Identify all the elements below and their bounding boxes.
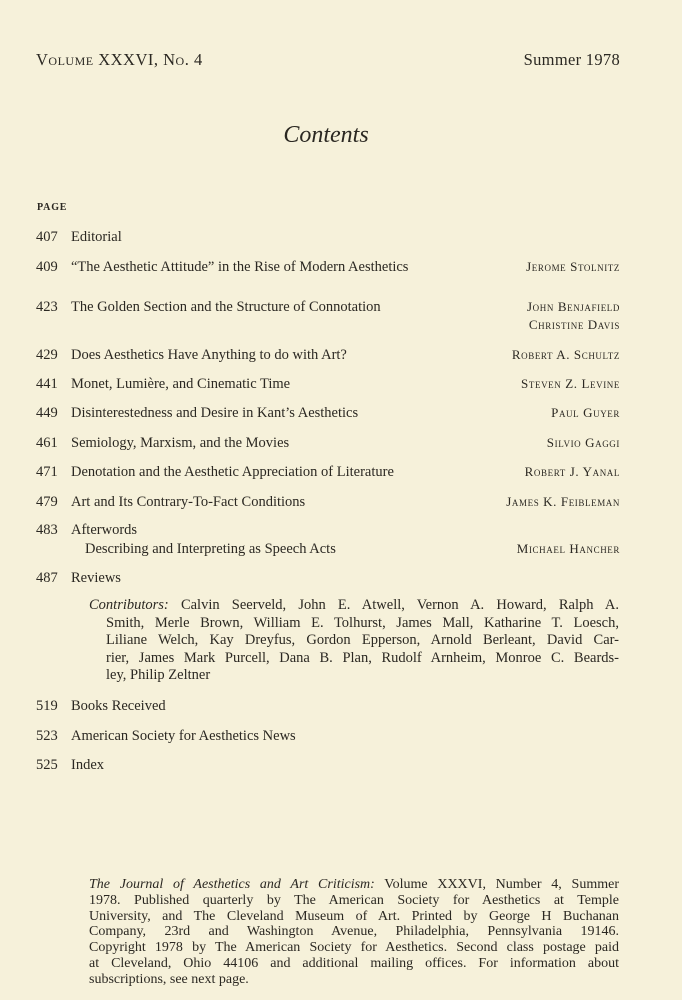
contributors-line: Smith, Merle Brown, William E. Tolhurst, James Mall, Katharine T. Loesch, (106, 614, 619, 631)
publication-notice (89, 877, 619, 988)
notice-line: 1978. Published quarterly by The American Society for Aesthetics at Temple (89, 892, 619, 908)
entry-title: Afterwords (71, 522, 138, 538)
entry-author: Steven Z. Levine (521, 376, 620, 391)
entry-page: 519 (36, 698, 58, 714)
entry-author: Jerome Stolnitz (526, 259, 620, 274)
entry-page: 441 (36, 376, 58, 392)
entry-title: Monet, Lumière, and Cinematic Time (71, 376, 291, 392)
entry-page: 409 (36, 259, 58, 275)
entry-title: Books Received (71, 698, 166, 714)
entry-page: 423 (36, 299, 58, 315)
entry-title: Disinterestedness and Desire in Kant’s Aesthetics (71, 405, 359, 421)
contributors-label: Contributors: (89, 597, 169, 613)
running-header (36, 50, 620, 72)
entry-title: Does Aesthetics Have Anything to do with Art? (71, 347, 347, 363)
entry-title: Art and Its Contrary-To-Fact Conditions (71, 494, 306, 510)
entry-page: 523 (36, 728, 58, 744)
page-title: Contents (283, 122, 369, 148)
entry-title: Reviews (71, 570, 121, 586)
entry-author: Robert A. Schultz (511, 347, 620, 362)
issue-season: Summer 1978 (523, 50, 620, 69)
reviews-contributors (89, 597, 619, 685)
entry-author: Paul Guyer (551, 405, 620, 420)
notice-line: subscriptions, see next page. (89, 971, 249, 987)
entry-second-author: Christine Davis (528, 317, 620, 332)
entry-author: Silvio Gaggi (546, 435, 620, 450)
entry-author: James K. Feibleman (506, 494, 620, 509)
notice-line: at Cleveland, Ohio 44106 and additional mailing offices. For information about (89, 955, 619, 971)
notice-line: Company, 23rd and Washington Avenue, Philadelphia, Pennsylvania 19146. (89, 924, 619, 940)
entry-page: 449 (36, 405, 58, 421)
entry-author: Robert J. Yanal (524, 464, 620, 479)
entry-author: John Benjafield (527, 299, 620, 314)
notice-line: Copyright 1978 by The American Society for Aesthetics. Second class postage paid (89, 940, 619, 956)
notice-line: University, and The Cleveland Museum of Art. Printed by George H Buchanan (89, 908, 619, 924)
contributors-line: rier, James Mark Purcell, Dana B. Plan, Rudolf Arnheim, Monroe C. Beards- (106, 649, 619, 666)
entry-page: 525 (36, 757, 58, 773)
entry-title: Editorial (71, 229, 122, 245)
entry-title: American Society for Aesthetics News (71, 728, 296, 744)
entry-page: 483 (36, 522, 58, 538)
notice-line: Volume XXXVI, Number 4, Summer (374, 877, 619, 892)
entry-page: 407 (36, 229, 58, 245)
journal-name: The Journal of Aesthetics and Art Criticism: (89, 877, 375, 892)
entry-subtitle: Describing and Interpreting as Speech Acts (85, 541, 336, 557)
entry-title: “The Aesthetic Attitude” in the Rise of Modern Aesthetics (71, 259, 409, 275)
entry-title: The Golden Section and the Structure of Connotation (71, 299, 381, 315)
contributors-line: ley, Philip Zeltner (106, 667, 211, 684)
contributors-line: Liliane Welch, Kay Dreyfus, Gordon Epperson, Arnold Berleant, David Car- (106, 632, 619, 649)
entry-page: 461 (36, 435, 58, 451)
entry-page: 471 (36, 464, 58, 480)
entry-page: 487 (36, 570, 58, 586)
entry-page: 429 (36, 347, 58, 363)
entry-page: 479 (36, 494, 58, 510)
volume-number: Volume XXXVI, No. 4 (36, 50, 203, 69)
entry-title: Index (71, 757, 105, 773)
entry-title: Semiology, Marxism, and the Movies (71, 435, 290, 451)
contributors-line: Calvin Seerveld, John E. Atwell, Vernon A. Howard, Ralph A. (168, 597, 619, 613)
entry-author: Michael Hancher (516, 541, 620, 556)
entry-title: Denotation and the Aesthetic Appreciation of Literature (71, 464, 394, 480)
page-column-label: PAGE (37, 202, 68, 213)
